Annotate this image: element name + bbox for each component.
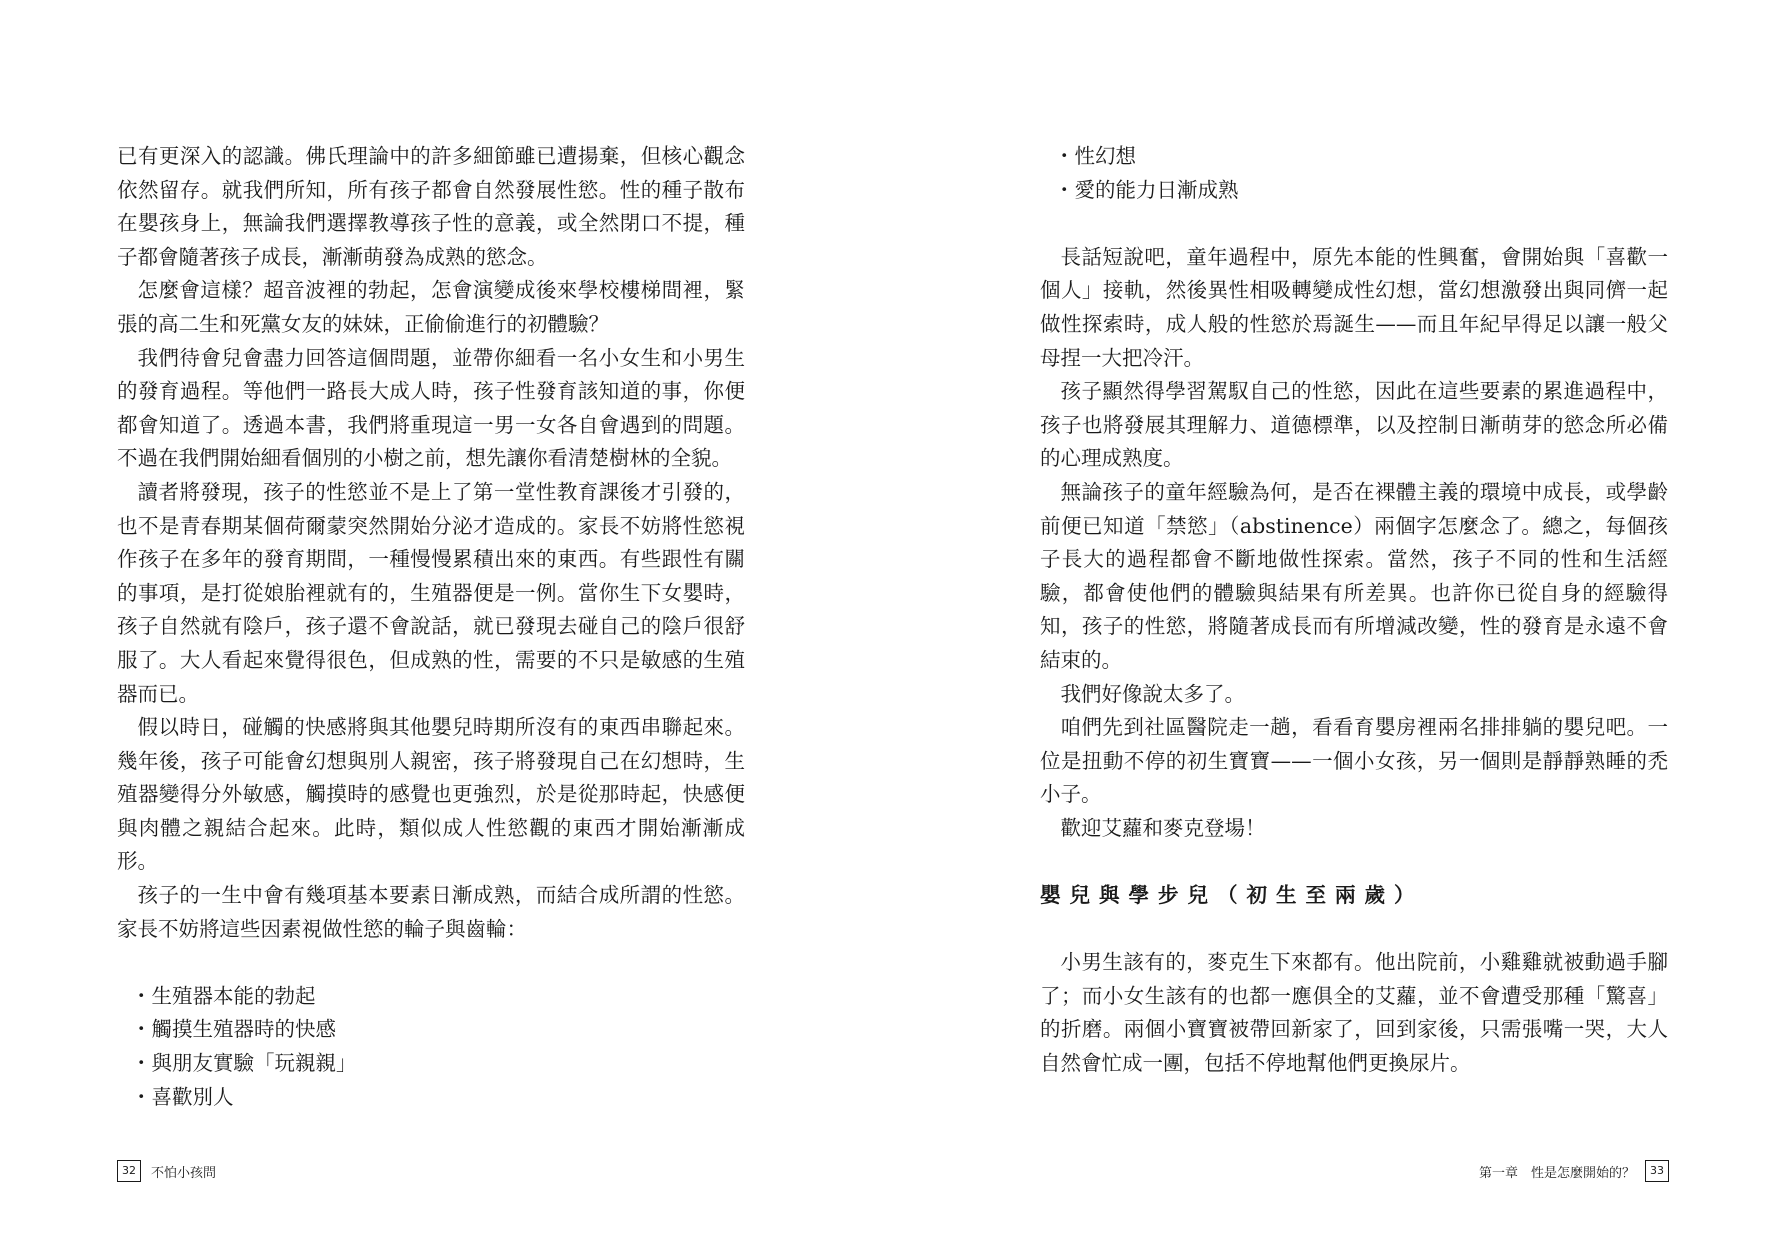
- right-footer: [1479, 1160, 1669, 1182]
- bullet-list: [117, 980, 745, 1114]
- paragraph: 歡迎艾蘿和麥克登場！: [1060, 815, 1266, 840]
- running-title: 不怕小孩問: [151, 1165, 217, 1181]
- running-title: 第一章 性是怎麼開始的？: [1478, 1165, 1635, 1181]
- list-item: ・ 性幻想: [1040, 140, 1668, 174]
- paragraph: 長話短說吧，童年過程中，原先本能的性興奮，會開始與「喜歡一個人」接軌，然後異性相吸轉變成性幻想，當幻想激發出與同儕一起做性探索時，成人般的性慾於焉誕生——而且年紀早得足以讓一般父母捏一大把冷汗。: [1040, 244, 1668, 370]
- paragraph: 讀者將發現，孩子的性慾並不是上了第一堂性教育課後才引發的，也不是青春期某個荷爾蒙突然開始分泌才造成的。家長不妨將性慾視作孩子在多年的發育期間，一種慢慢累積出來的東西。有些跟性有關的事項，是打從娘胎裡就有的，生殖器便是一例。當你生下女嬰時，孩子自然就有陰戶，孩子還不會說話，就已發現去碰自己的陰戶很舒服了。大人看起來覺得很色，但成熟的性，需要的不只是敏感的生殖器而已。: [117, 479, 745, 706]
- list-item: ・ 與朋友實驗「玩親親」: [117, 1047, 745, 1081]
- right-page: [885, 0, 1771, 1240]
- paragraph: 怎麼會這樣？超音波裡的勃起，怎會演變成後來學校樓梯間裡，緊張的高二生和死黨女友的妹妹，正偷偷進行的初體驗？: [117, 278, 745, 336]
- paragraph: 假以時日，碰觸的快感將與其他嬰兒時期所沒有的東西串聯起來。幾年後，孩子可能會幻想與別人親密，孩子將發現自己在幻想時，生殖器變得分外敏感，觸摸時的感覺也更強烈，於是從那時起，快感便與肉體之親結合起來。此時，類似成人性慾觀的東西才開始漸漸成形。: [117, 715, 745, 874]
- paragraph: 孩子的一生中會有幾項基本要素日漸成熟，而結合成所謂的性慾。家長不妨將這些因素視做性慾的輪子與齒輪：: [117, 883, 745, 941]
- paragraph: 無論孩子的童年經驗為何，是否在裸體主義的環境中成長，或學齡前便已知道「禁慾」（abstinence）兩個字怎麼念了。總之，每個孩子長大的過程都會不斷地做性探索。當然，孩子不同的性和生活經驗，都會使他們的體驗與結果有所差異。也許你已從自身的經驗得知，孩子的性慾，將隨著成長而有所增減改變，性的發育是永遠不會結束的。: [1040, 479, 1668, 672]
- page-number: 33: [1645, 1160, 1669, 1182]
- left-footer: [117, 1160, 216, 1182]
- list-item: ・ 生殖器本能的勃起: [117, 980, 745, 1014]
- section-heading: 嬰兒與學步兒（初生至兩歲）: [1040, 883, 1424, 908]
- list-item: ・ 愛的能力日漸成熟: [1040, 174, 1668, 208]
- list-item: ・ 喜歡別人: [117, 1081, 745, 1115]
- paragraph: 我們待會兒會盡力回答這個問題，並帶你細看一名小女生和小男生的發育過程。等他們一路長大成人時，孩子性發育該知道的事，你便都會知道了。透過本書，我們將重現這一男一女各自會遇到的問題。不過在我們開始細看個別的小樹之前，想先讓你看清楚樹林的全貌。: [117, 345, 745, 471]
- right-text-column: [1040, 140, 1668, 1081]
- list-item: ・ 觸摸生殖器時的快感: [117, 1013, 745, 1047]
- bullet-list: [1040, 140, 1668, 207]
- paragraph: 孩子顯然得學習駕馭自己的性慾，因此在這些要素的累進過程中，孩子也將發展其理解力、道德標準，以及控制日漸萌芽的慾念所必備的心理成熟度。: [1040, 379, 1668, 471]
- paragraph: 已有更深入的認識。佛氏理論中的許多細節雖已遭揚棄，但核心觀念依然留存。就我們所知，所有孩子都會自然發展性慾。性的種子散布在嬰孩身上，無論我們選擇教導孩子性的意義，或全然閉口不提，種子都會隨著孩子成長，漸漸萌發為成熟的慾念。: [117, 144, 745, 269]
- left-text-column: [117, 140, 745, 1114]
- page-number: 32: [117, 1160, 141, 1182]
- paragraph: 小男生該有的，麥克生下來都有。他出院前，小雞雞就被動過手腳了；而小女生該有的也都一應俱全的艾蘿，並不會遭受那種「驚喜」的折磨。兩個小寶寶被帶回新家了，回到家後，只需張嘴一哭，大人自然會忙成一團，包括不停地幫他們更換尿片。: [1040, 950, 1668, 1076]
- paragraph: 咱們先到社區醫院走一趟，看看育嬰房裡兩名排排躺的嬰兒吧。一位是扭動不停的初生寶寶——一個小女孩，另一個則是靜靜熟睡的禿小子。: [1040, 715, 1668, 807]
- paragraph: 我們好像說太多了。: [1060, 681, 1245, 706]
- left-page: [0, 0, 885, 1240]
